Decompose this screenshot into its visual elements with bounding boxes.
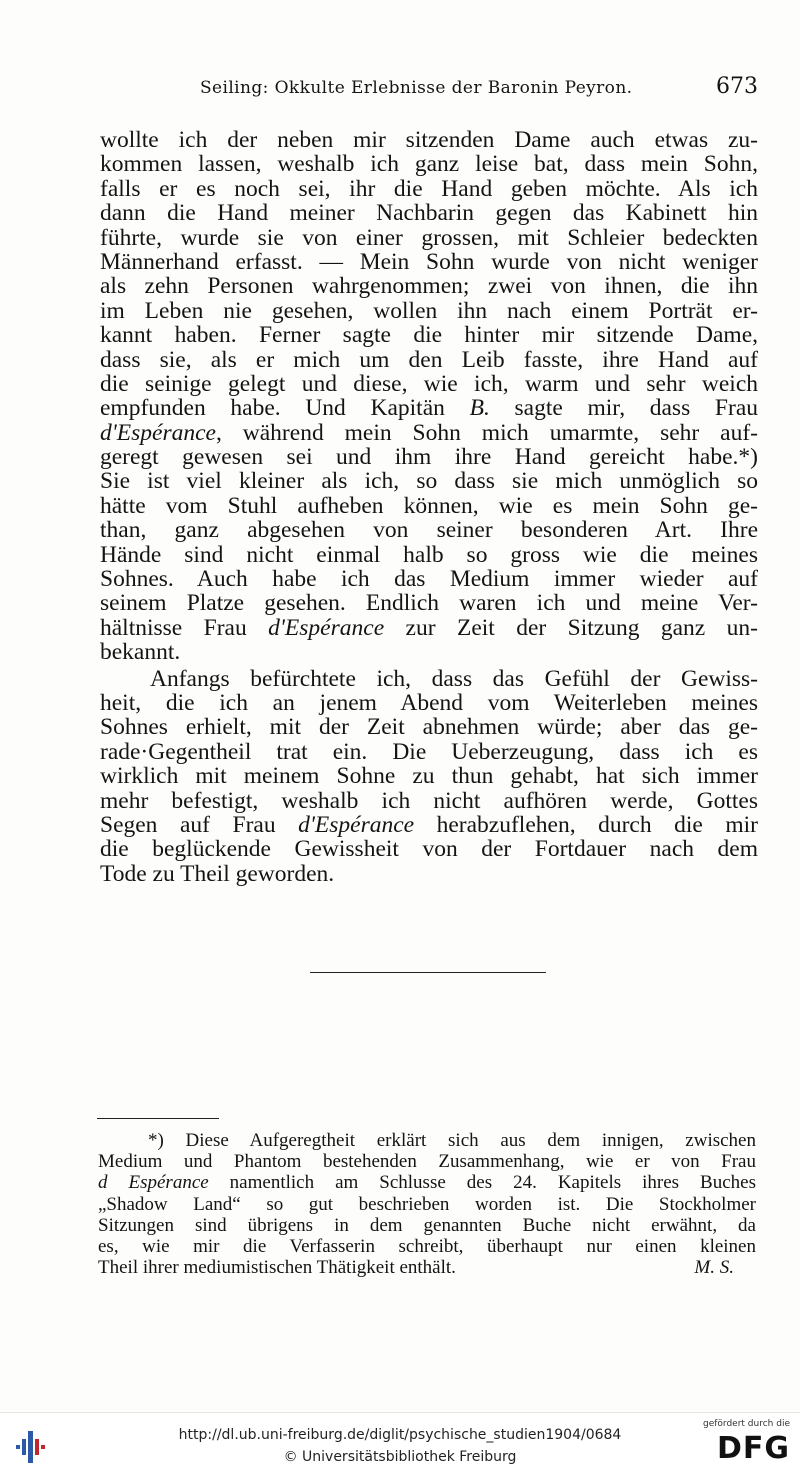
- text-line: rade·Gegentheil trat ein. Die Ueberzeugung, dass ich es: [100, 738, 758, 765]
- running-title: Seiling: Okkulte Erlebnisse der Baronin Peyron.: [200, 78, 633, 98]
- text-line: empfunden habe. Und Kapitän B. sagte mir, dass Frau: [100, 395, 758, 422]
- footnote-line: „Shadow Land“ so gut beschrieben worden ist. Die Stockholmer: [98, 1193, 756, 1215]
- text-line: Sohnes erhielt, mit der Zeit abnehmen würde; aber das ge-: [100, 714, 758, 741]
- footnote-line: Sitzungen sind übrigens in dem genannten Buche nicht erwähnt, da: [98, 1214, 756, 1236]
- footnote: [98, 1130, 756, 1278]
- text-line: die seinige gelegt und diese, wie ich, warm und sehr weich: [100, 370, 758, 397]
- text-line: Hände sind nicht einmal halb so gross wie die meines: [100, 541, 758, 568]
- dfg-caption: gefördert durch die: [703, 1419, 790, 1429]
- text-line: hältnisse Frau d'Espérance zur Zeit der Sitzung ganz un-: [100, 614, 758, 641]
- text-line: Segen auf Frau d'Espérance herabzuflehen, durch die mir: [100, 811, 759, 838]
- footnote-line: d Espérance namentlich am Schlusse des 24. Kapitels ihres Buches: [98, 1172, 756, 1194]
- footnote-line: Medium und Phantom bestehenden Zusammenhang, wie er von Frau: [98, 1151, 756, 1173]
- text-line: kannt haben. Ferner sagte die hinter mir sitzende Dame,: [100, 322, 758, 349]
- text-line: Tode zu Theil geworden.: [100, 860, 335, 887]
- text-line: bekannt.: [100, 639, 181, 666]
- text-line: wollte ich der neben mir sitzenden Dame auch etwas zu-: [100, 127, 758, 153]
- text-line: Sie ist viel kleiner als ich, so dass sie mich unmöglich so: [100, 468, 758, 495]
- footnote-divider: [97, 1118, 219, 1119]
- text-line: die beglückende Gewissheit von der Fortdauer nach dem: [100, 836, 758, 863]
- text-line: heit, die ich an jenem Abend vom Weiterleben meines: [100, 689, 758, 716]
- text-line: than, ganz abgesehen von seiner besonderen Art. Ihre: [100, 517, 758, 544]
- footnote-signature: M. S.: [694, 1257, 734, 1278]
- text-line: mehr befestigt, weshalb ich nicht aufhören werde, Gottes: [100, 787, 758, 814]
- text-line: hätte vom Stuhl aufheben können, wie es mein Sohn ge-: [100, 492, 758, 519]
- text-line: Sohnes. Auch habe ich das Medium immer wieder auf: [100, 566, 758, 593]
- text-line: geregt gewesen sei und ihm ihre Hand gereicht habe.*): [100, 444, 758, 471]
- footnote-line: Theil ihrer mediumistischen Thätigkeit enthält.: [98, 1257, 456, 1279]
- permalink-link[interactable]: http://dl.ub.uni-freiburg.de/diglit/psychische_studien1904/0684: [178, 1427, 622, 1443]
- text-line: führte, wurde sie von einer grossen, mit Schleier bedeckten: [100, 224, 758, 251]
- section-divider: [310, 972, 546, 973]
- dfg-logo: [702, 1419, 792, 1469]
- copyright-notice: © Universitätsbibliothek Freiburg: [283, 1449, 517, 1465]
- text-line: dass sie, als er mich um den Leib fasste, ihre Hand auf: [100, 346, 758, 373]
- dfg-logo-text: DFG: [716, 1431, 790, 1466]
- running-header: [0, 70, 800, 110]
- page-number: 673: [716, 74, 758, 99]
- text-line: Anfangs befürchtete ich, dass das Gefühl der Gewiss-: [150, 665, 758, 692]
- text-line: dann die Hand meiner Nachbarin gegen das Kabinett hin: [100, 200, 758, 227]
- body-text: [100, 128, 758, 886]
- text-line: d'Espérance, während mein Sohn mich umarmte, sehr auf-: [100, 419, 758, 446]
- footnote-line: es, wie mir die Verfasserin schreibt, überhaupt nur einen kleinen: [98, 1235, 756, 1257]
- text-line: seinem Platze gesehen. Endlich waren ich und meine Ver-: [100, 590, 758, 617]
- text-line: wirklich mit meinem Sohne zu thun gehabt, hat sich immer: [100, 763, 758, 790]
- text-line: falls er es noch sei, ihr die Hand geben möchte. Als ich: [100, 175, 758, 202]
- text-line: im Leben nie gesehen, wollen ihn nach einem Porträt er-: [100, 297, 758, 324]
- text-line: kommen lassen, weshalb ich ganz leise bat, dass mein Sohn,: [100, 151, 758, 178]
- footnote-line: *) Diese Aufgeregtheit erklärt sich aus dem innigen, zwischen: [148, 1130, 756, 1151]
- text-line: als zehn Personen wahrgenommen; zwei von ihnen, die ihn: [100, 273, 758, 300]
- text-line: Männerhand erfasst. — Mein Sohn wurde von nicht weniger: [100, 248, 758, 275]
- viewer-footer: [0, 1412, 800, 1473]
